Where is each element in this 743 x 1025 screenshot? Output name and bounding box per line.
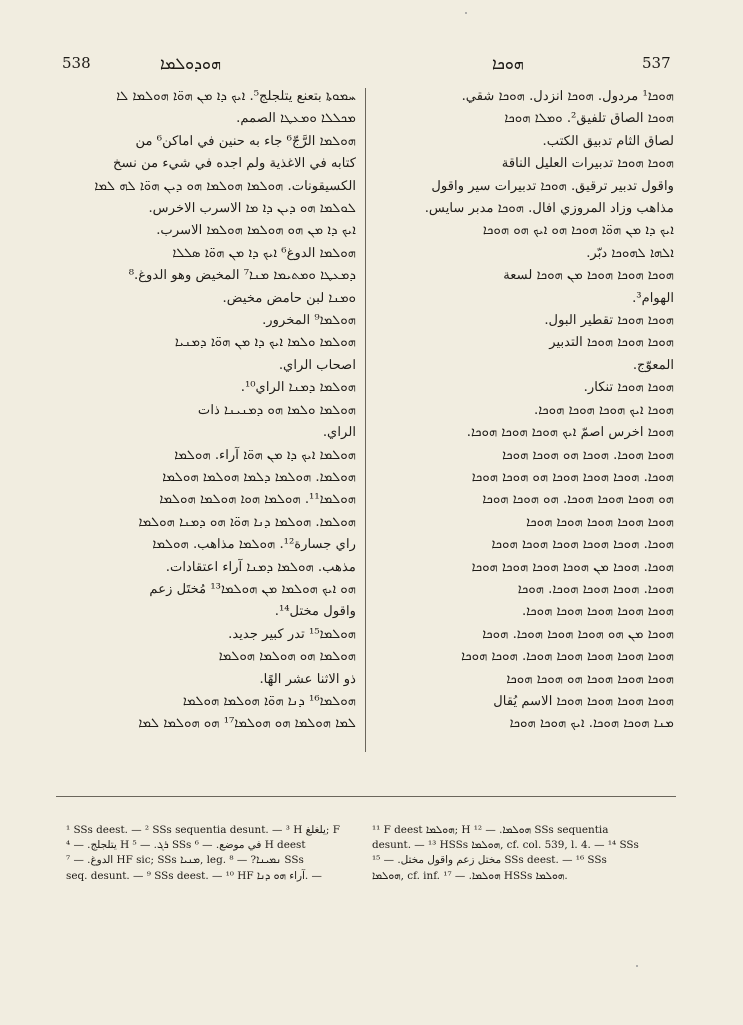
text-line: ܗܘܠܡܐ ܗܘ ܗܘܠܡܐ ܗܘܠܡܐ bbox=[218, 649, 356, 665]
text-line: ܡܢܐ ܗܘܟܐ ܗܘܟܐ. ܐܝܟ ܗܘܟܐ ܗܘܟܐ bbox=[509, 716, 674, 732]
page-speck bbox=[465, 12, 467, 14]
text-line: ܗܘܟܐ ܗܘܟܐ. ܗܘܟܐ ܗܘ ܗܘܟܐ ܗܘܟܐ bbox=[502, 447, 674, 463]
text-line: ܗܘܟܐ ܗܘܟܐ تقطير البول. bbox=[544, 313, 674, 329]
text-line: ܕܡܥܛܐ ܘܡܬܝܡܐ ܡܢܐ⁷ المخيض وهو الدوغ.⁸ bbox=[128, 268, 356, 284]
text-line: ܗܘܠܡܐ ܕܡܢܐ الراي¹⁰. bbox=[240, 380, 356, 396]
text-line: ܗܘܟܐ. ܗܘܟܐ ܗܘܟܐ ܗܘܟܐ ܗܘܟܐ ܗܘܟܐ bbox=[491, 537, 674, 553]
text-line: ܗܘܠܡܐ¹⁵ تدر كبير جديد. bbox=[228, 626, 356, 642]
text-line: ܗܘܠܡܐ الرَّجّ⁶ جاء به حنين في اماكن⁶ من bbox=[135, 133, 356, 149]
text-line: ܠܡܐ ܗܘܠܡܐ ܗܘ ܗܘܠܡܐ¹⁷ ܗܘ ܗܘܠܡܐ ܠܡܐ bbox=[138, 716, 356, 732]
text-line: ܐܠܗܐ ܠܗܘܟܐ دبّر. bbox=[586, 245, 674, 261]
left-column bbox=[56, 86, 356, 736]
text-line: الراي. bbox=[322, 425, 356, 441]
left-running-title: ܗܘܕܘܠܡܐ bbox=[160, 54, 221, 73]
text-line: ܐܝܟ ܕܐ ܡܢ ܗܘ ܗܘܠܡܐ ܗܘܠܡܐ الاسرب. bbox=[156, 223, 356, 239]
text-line: ܗܘܟܐ ܗܘܟܐ ܗܘܟܐ ܗܘܟܐ ܗܘܟܐ bbox=[526, 514, 674, 530]
text-line: ܗܘܟܐ ܡܢ ܗܘ ܗܘܟܐ ܗܘܟܐ ܗܘܟܐ. ܗܘܟܐ bbox=[482, 626, 674, 642]
column-divider bbox=[365, 88, 366, 752]
right-page-number: 537 bbox=[642, 54, 671, 72]
text-line: ܗܘܠܡܐ⁹ المخرور. bbox=[262, 313, 356, 329]
text-line: ܗܘܟܐ ܐܝܟ ܗܘܟܐ ܗܘܟܐ ܗܘܟܐ. bbox=[534, 402, 674, 418]
text-line: مذهب. ܗܘܠܡܐ ܕܡܢܐ آراء اعتقادات. bbox=[165, 559, 356, 575]
text-line: الهوام³. bbox=[632, 290, 674, 306]
text-line: ܚܡܘܬܐ بتعنع يتلجلج⁵. ܐܝܟ ܕܐ ܡܢ ܗܘ̈ܐ ܗܘܠܡܐ ܠܐ bbox=[116, 89, 356, 104]
text-line: ܗܘܠܡܐ ܘܠܡܐ ܗܘ ܕܡܢܝܢܐ ذات bbox=[197, 402, 356, 418]
footnote-line: يتلجلج. — ⁴ H ܪܓ. — ⁵ SSs في موضع. — ⁶ H deest bbox=[66, 839, 306, 852]
text-line: ܗܘܟܐ. ܗܘܟܐ ܡܢ ܗܘܟܐ ܗܘܟܐ ܗܘܟܐ ܗܘܟܐ bbox=[471, 559, 674, 575]
left-page-number: 538 bbox=[62, 54, 91, 72]
text-line: ܘܡܢܐ لبن حامض مخيض. bbox=[222, 290, 356, 306]
text-line: كتابه في الاغذية ولم اجده في شيء من نسخ bbox=[113, 156, 356, 172]
text-line: ܗܘܟܐ ܗܘܟܐ تدبيرات العليل الناقة bbox=[501, 156, 674, 172]
text-line: ܗܘܠܡܐ. ܗܘܠܡܐ ܕܢܐ ܗܘ̈ܐ ܗܘ ܕܡܢܐ ܗܘܠܡܐ bbox=[138, 514, 356, 530]
footnote-line: ܗܘܠܡܐ, cf. inf. ܗܘܠܡܐ. — ¹⁷ HSSs ܗܘܠܡܐ. bbox=[372, 869, 568, 882]
text-line: ܗܘ ܐܝܟ ܗܘܠܡܐ ܡܢ ܗܘܠܡܐ¹³ مُختَل زعم bbox=[149, 581, 356, 597]
text-line: ܗܘ ܗܘܟܐ ܗܘܟܐ ܗܘܟܐ. ܗܘ ܗܘܟܐ ܗܘܟܐ bbox=[482, 492, 674, 508]
right-running-title: ܗܘܟܐ bbox=[492, 54, 524, 73]
text-line: راي جسارة¹². ܗܘܠܡܐ مذاهب. ܗܘܠܡܐ bbox=[152, 537, 356, 553]
text-line: ܗܘܟܐ¹ مردول. ܗܘܟܐ انزدل. ܗܘܟܐ شقي. bbox=[461, 89, 674, 104]
text-line: واقول تدبير ترقيق. ܗܘܟܐ تدبيرات سير واقول bbox=[431, 178, 674, 194]
footnote-line: ¹ SSs deest. — ² SSs sequentia desunt. — ³ H يلغلغ; F bbox=[66, 824, 340, 836]
text-line: ܗܘܟܐ ܗܘܟܐ ܗܘܟܐ ܗܘܟܐ ܗܘܟܐ. ܗܘܟܐ ܗܘܟܐ bbox=[461, 649, 674, 665]
right-column bbox=[374, 86, 674, 736]
text-line: ܗܘܠܡܐ ܘܠܡܐ ܐܝܟ ܕܐ ܡܢ ܗܘ̈ܐ ܕܡܢܝܐ bbox=[174, 335, 356, 351]
text-line: لصاق الثام تدبيق الكتب. bbox=[542, 133, 674, 149]
text-line: المعوّج. bbox=[632, 357, 674, 373]
text-line: واقول مختل¹⁴. bbox=[274, 604, 356, 620]
text-line: ܗܘܟܐ ܗܘܟܐ تنكار. bbox=[583, 380, 674, 396]
text-line: ܗܘܟܐ اخرس اصمّ ܐܝܟ ܗܘܟܐ ܗܘܟܐ ܗܘܟܐ. bbox=[466, 425, 674, 441]
text-line: ذو الاثنا عشر الهًا. bbox=[259, 671, 356, 687]
text-line: ܗܘܟܐ ܗܘܟܐ ܗܘܟܐ ܡܢ ܗܘܟܐ لسعة bbox=[503, 268, 674, 284]
text-line: اصحاب الراي. bbox=[278, 357, 356, 373]
footnote-rule bbox=[56, 796, 676, 797]
page-speck bbox=[636, 965, 638, 967]
text-line: ܗܘܟܐ ܗܘܟܐ ܗܘܟܐ ܗܘܟܐ الاسم يُقال bbox=[493, 693, 674, 709]
text-line: ܗܘܟܐ الصاق تلفيق². ܘܡܠܐ ܗܘܟܐ bbox=[504, 111, 674, 127]
text-line: ܗܘܟܐ. ܗܘܟܐ ܗܘܟܐ ܗܘܟܐ. ܗܘܟܐ bbox=[517, 581, 674, 597]
text-line: ܐܝܟ ܕܐ ܡܢ ܗܘ̈ܐ ܗܘܟܐ ܗܘ ܐܝܟ ܗܘ ܗܘܟܐ bbox=[482, 223, 674, 239]
footnote-line: الدوغ. — ⁷ HF sic; SSs ܡܢܝܐ, leg. ܢܡܝܢܐ? — ⁸ SSs bbox=[66, 854, 304, 867]
text-line: ܗܘܟܐ ܗܘܟܐ ܗܘܟܐ ܗܘܟܐ ܗܘܟܐ. bbox=[521, 604, 674, 620]
text-line: ܗܘܠܡܐ¹⁶ ܕܢܐ ܗܘ̈ܐ ܗܘܠܡܐ ܗܘܠܡܐ bbox=[182, 693, 356, 709]
text-line: ܡܟܠܠܐ ܘܡܥܛܐ الصمم. bbox=[236, 111, 356, 127]
text-line: الكسيقونات. ܗܘܠܡܐ ܗܘܠܡܐ ܗܘ ܕܝܢ ܗܘ̈ܐ ܠܗ ܠܡܐ bbox=[94, 178, 356, 194]
text-line: ܗܘܠܡܐ ܐܝܟ ܕܐ ܡܢ ܗܘ̈ܐ آراء. ܗܘܠܡܐ bbox=[174, 447, 356, 463]
footnote-line: مختل زعم واقول مختل. — ¹⁵ SSs deest. — ¹⁶ SSs bbox=[372, 854, 607, 867]
footnote-line: desunt. — ¹³ HSSs ܗܘܠܡܐ, cf. col. 539, l. 4. — ¹⁴ SSs bbox=[372, 839, 639, 852]
footnotes-right bbox=[372, 823, 664, 884]
text-line: ܗܘܟܐ ܗܘܟܐ ܗܘܟܐ ܗܘ ܗܘܟܐ ܗܘܟܐ bbox=[506, 671, 674, 687]
text-line: ܠܘܠܡܐ ܗܘ ܕܝܢ ܕܐ ܡܐ الاسرب الاخرس. bbox=[148, 201, 356, 217]
text-line: ܗܘܟܐ ܗܘܟܐ ܗܘܟܐ التدبير bbox=[549, 335, 674, 351]
text-line: ܗܘܠܡܐ¹¹. ܗܘܠܡܐ ܗܘܐ ܗܘܠܡܐ ܗܘܠܡܐ bbox=[159, 492, 356, 508]
text-line: ܗܘܠܡܐ. ܗܘܠܡܐ ܕܠܡܐ ܗܘܠܡܐ ܗܘܠܡܐ bbox=[162, 469, 356, 485]
footnote-line: seq. desunt. — ⁹ SSs deest. — ¹⁰ HF آراء ܗܘ ܕܢܐ. — bbox=[66, 869, 322, 882]
text-line: ܗܘܠܡܐ الدوغ⁶ ܐܝܟ ܕܐ ܡܢ ܗܘ̈ܐ ܣܠܠܐ bbox=[172, 245, 356, 261]
footnotes-left bbox=[66, 823, 358, 884]
footnote-line: ¹¹ F deest ܗܘܠܡܐ; H ܗܘܠܡܐ. — ¹² SSs sequentia bbox=[372, 824, 609, 836]
text-line: مذاهب وزاد المروزي افال. ܗܘܟܐ مدبر سايس. bbox=[424, 201, 674, 217]
text-line: ܗܘܟܐ. ܗܘܟܐ ܗܘܟܐ ܗܘܟܐ ܗܘ ܗܘܟܐ ܗܘܟܐ bbox=[471, 469, 674, 485]
